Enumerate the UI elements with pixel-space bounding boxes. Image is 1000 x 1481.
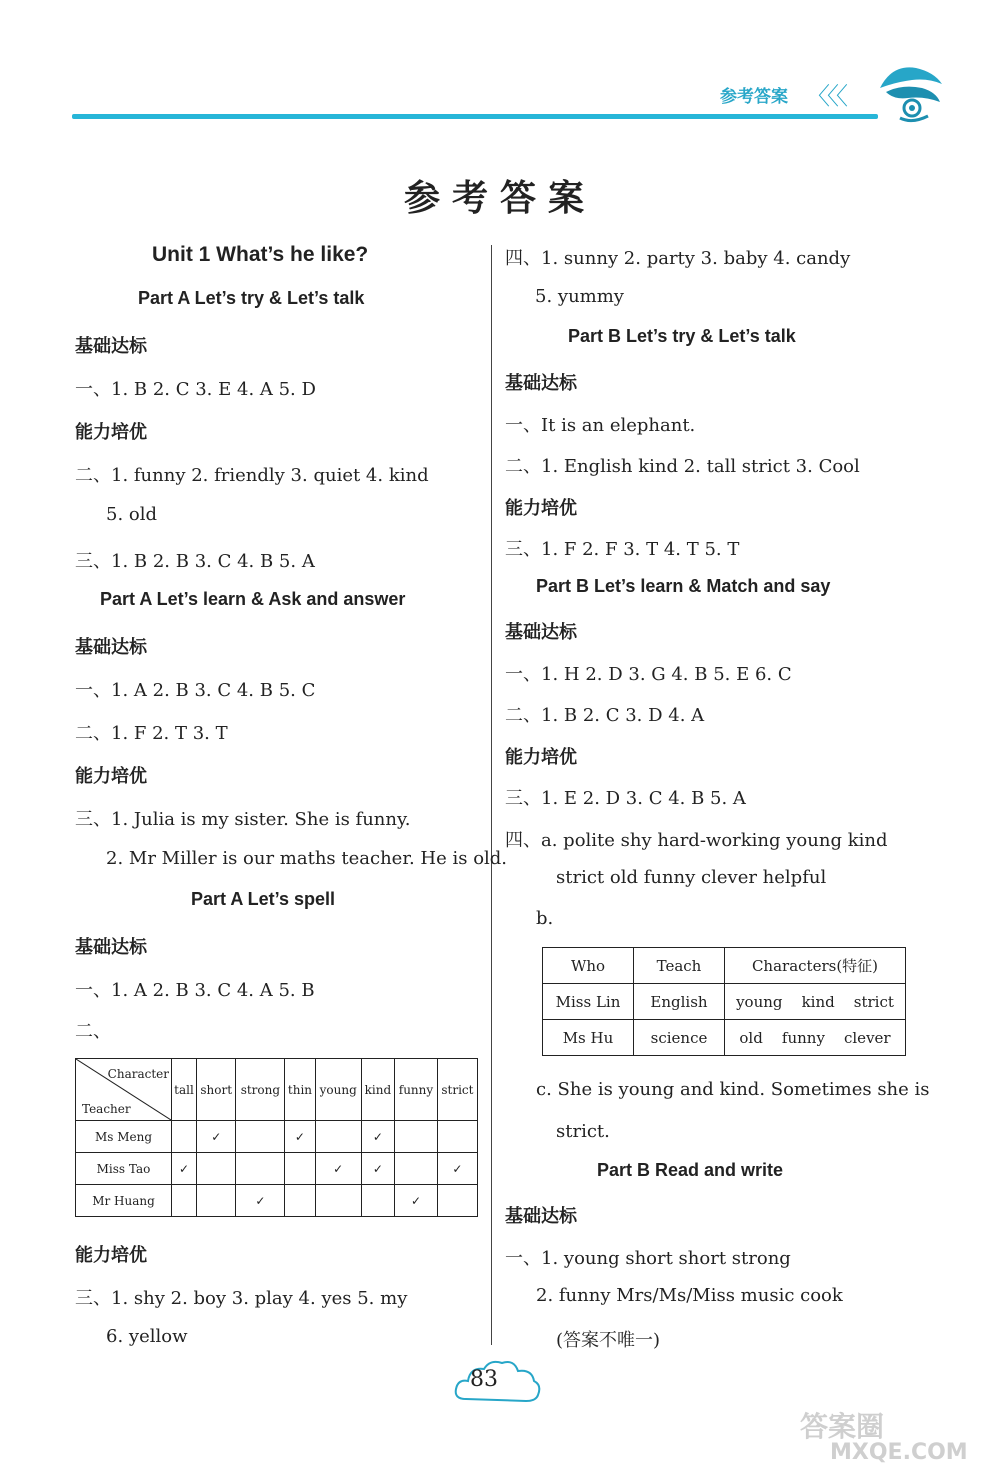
table-row xyxy=(543,1020,906,1056)
table-cell xyxy=(361,1185,394,1217)
section-heading: Part A Let’s learn & Ask and answer xyxy=(100,589,406,609)
page-number: 83 xyxy=(470,1367,498,1392)
header-rule xyxy=(72,114,878,119)
table-cell: ✓ xyxy=(236,1185,285,1217)
answer-line: 一、1. B 2. C 3. E 4. A 5. D xyxy=(75,379,316,400)
answer-line: 5. yummy xyxy=(535,286,624,307)
answer-line: 三、1. F 2. F 3. T 4. T 5. T xyxy=(505,539,740,560)
unit-title: Unit 1 What’s he like? xyxy=(152,243,369,266)
table-cell: old funny clever xyxy=(725,1020,906,1056)
answer-line: 二、1. English kind 2. tall strict 3. Cool xyxy=(505,456,860,477)
section-heading: Part B Let’s learn & Match and say xyxy=(536,576,831,596)
answer-line: strict old funny clever helpful xyxy=(556,867,827,888)
watermark: 答案圈 xyxy=(800,1410,885,1443)
corner-top-label: Character xyxy=(107,1067,169,1081)
column-header: strict xyxy=(437,1059,477,1121)
answer-line: 二、1. B 2. C 3. D 4. A xyxy=(505,705,705,726)
answer-line: 二、1. funny 2. friendly 3. quiet 4. kind xyxy=(75,465,429,486)
answer-line: 一、It is an elephant. xyxy=(505,415,696,436)
label-basic: 基础达标 xyxy=(505,622,577,643)
answer-line: (答案不唯一) xyxy=(556,1330,661,1351)
answer-line: 二、 xyxy=(75,1021,111,1042)
label-basic: 基础达标 xyxy=(75,937,147,958)
label-basic: 基础达标 xyxy=(505,373,577,394)
answer-line: 三、1. shy 2. boy 3. play 4. yes 5. my xyxy=(75,1288,408,1309)
table-cell: ✓ xyxy=(315,1153,361,1185)
table-cell xyxy=(437,1185,477,1217)
table-cell: ✓ xyxy=(172,1153,197,1185)
table-row xyxy=(76,1185,478,1217)
table-cell xyxy=(285,1153,315,1185)
section-heading: Part A Let’s try & Let’s talk xyxy=(138,288,365,308)
label-advanced: 能力培优 xyxy=(75,1245,147,1266)
answer-line: 四、a. polite shy hard-working young kind xyxy=(505,830,888,851)
row-label: Ms Meng xyxy=(76,1121,172,1153)
table-cell xyxy=(315,1121,361,1153)
table-cell: young kind strict xyxy=(725,984,906,1020)
answer-line: 一、1. A 2. B 3. C 4. A 5. B xyxy=(75,980,315,1001)
column-header: funny xyxy=(395,1059,438,1121)
section-heading: Part B Read and write xyxy=(597,1160,784,1180)
header-label: 参考答案 xyxy=(720,87,788,107)
table-cell: ✓ xyxy=(437,1153,477,1185)
table-cell: ✓ xyxy=(395,1185,438,1217)
column-header: Characters(特征) xyxy=(725,948,906,984)
table-cell: ✓ xyxy=(285,1121,315,1153)
table-cell xyxy=(172,1185,197,1217)
table-cell xyxy=(315,1185,361,1217)
answer-line: 三、1. B 2. B 3. C 4. B 5. A xyxy=(75,551,315,572)
label-basic: 基础达标 xyxy=(75,336,147,357)
table-cell: ✓ xyxy=(361,1121,394,1153)
answer-line: 一、1. H 2. D 3. G 4. B 5. E 6. C xyxy=(505,664,792,685)
answer-line: 三、1. Julia is my sister. She is funny. xyxy=(75,809,411,830)
answer-line: 6. yellow xyxy=(106,1326,188,1347)
column-header: Teach xyxy=(634,948,725,984)
table-cell: ✓ xyxy=(196,1121,236,1153)
table-cell xyxy=(285,1185,315,1217)
column-divider xyxy=(491,245,492,1345)
table-cell xyxy=(395,1121,438,1153)
table-cell: Ms Hu xyxy=(543,1020,634,1056)
label-advanced: 能力培优 xyxy=(75,422,147,443)
column-header: young xyxy=(315,1059,361,1121)
answer-line: 5. old xyxy=(106,504,158,525)
answer-line: c. She is young and kind. Sometimes she is xyxy=(536,1079,930,1100)
column-header: short xyxy=(196,1059,236,1121)
watermark-url: MXQE.COM xyxy=(830,1440,968,1465)
answer-line: 一、1. young short short strong xyxy=(505,1248,791,1269)
mascot-icon xyxy=(872,58,948,126)
table-cell xyxy=(196,1185,236,1217)
chevron-icon: 〈〈〈 xyxy=(806,82,845,110)
row-label: Miss Tao xyxy=(76,1153,172,1185)
table-row xyxy=(76,1121,478,1153)
table-cell xyxy=(236,1153,285,1185)
corner-bottom-label: Teacher xyxy=(82,1102,131,1116)
section-heading: Part B Let’s try & Let’s talk xyxy=(568,326,796,346)
character-table xyxy=(75,1058,478,1217)
answer-line: 2. funny Mrs/Ms/Miss music cook xyxy=(536,1285,843,1306)
answer-line: 三、1. E 2. D 3. C 4. B 5. A xyxy=(505,788,746,809)
label-basic: 基础达标 xyxy=(75,637,147,658)
label-advanced: 能力培优 xyxy=(505,498,577,519)
table-corner xyxy=(76,1059,172,1121)
table-cell: English xyxy=(634,984,725,1020)
table-row xyxy=(76,1153,478,1185)
answer-line: 一、1. A 2. B 3. C 4. B 5. C xyxy=(75,680,316,701)
table-cell: Miss Lin xyxy=(543,984,634,1020)
table-cell xyxy=(172,1121,197,1153)
table-cell: ✓ xyxy=(361,1153,394,1185)
table-cell: science xyxy=(634,1020,725,1056)
answer-line: strict. xyxy=(556,1121,610,1142)
label-advanced: 能力培优 xyxy=(75,766,147,787)
page-title: 参考答案 xyxy=(403,177,596,219)
label-basic: 基础达标 xyxy=(505,1206,577,1227)
answer-line: 四、1. sunny 2. party 3. baby 4. candy xyxy=(505,248,851,269)
label-advanced: 能力培优 xyxy=(505,747,577,768)
column-header: tall xyxy=(172,1059,197,1121)
column-header: strong xyxy=(236,1059,285,1121)
answer-line: b. xyxy=(536,908,554,929)
answer-line: 2. Mr Miller is our maths teacher. He is old. xyxy=(106,848,508,869)
teacher-table xyxy=(542,947,906,1056)
table-cell xyxy=(236,1121,285,1153)
table-cell xyxy=(437,1121,477,1153)
answer-line: 二、1. F 2. T 3. T xyxy=(75,723,228,744)
section-heading: Part A Let’s spell xyxy=(191,889,336,909)
column-header: Who xyxy=(543,948,634,984)
column-header: kind xyxy=(361,1059,394,1121)
table-row xyxy=(543,984,906,1020)
table-cell xyxy=(196,1153,236,1185)
row-label: Mr Huang xyxy=(76,1185,172,1217)
table-cell xyxy=(395,1153,438,1185)
column-header: thin xyxy=(285,1059,315,1121)
